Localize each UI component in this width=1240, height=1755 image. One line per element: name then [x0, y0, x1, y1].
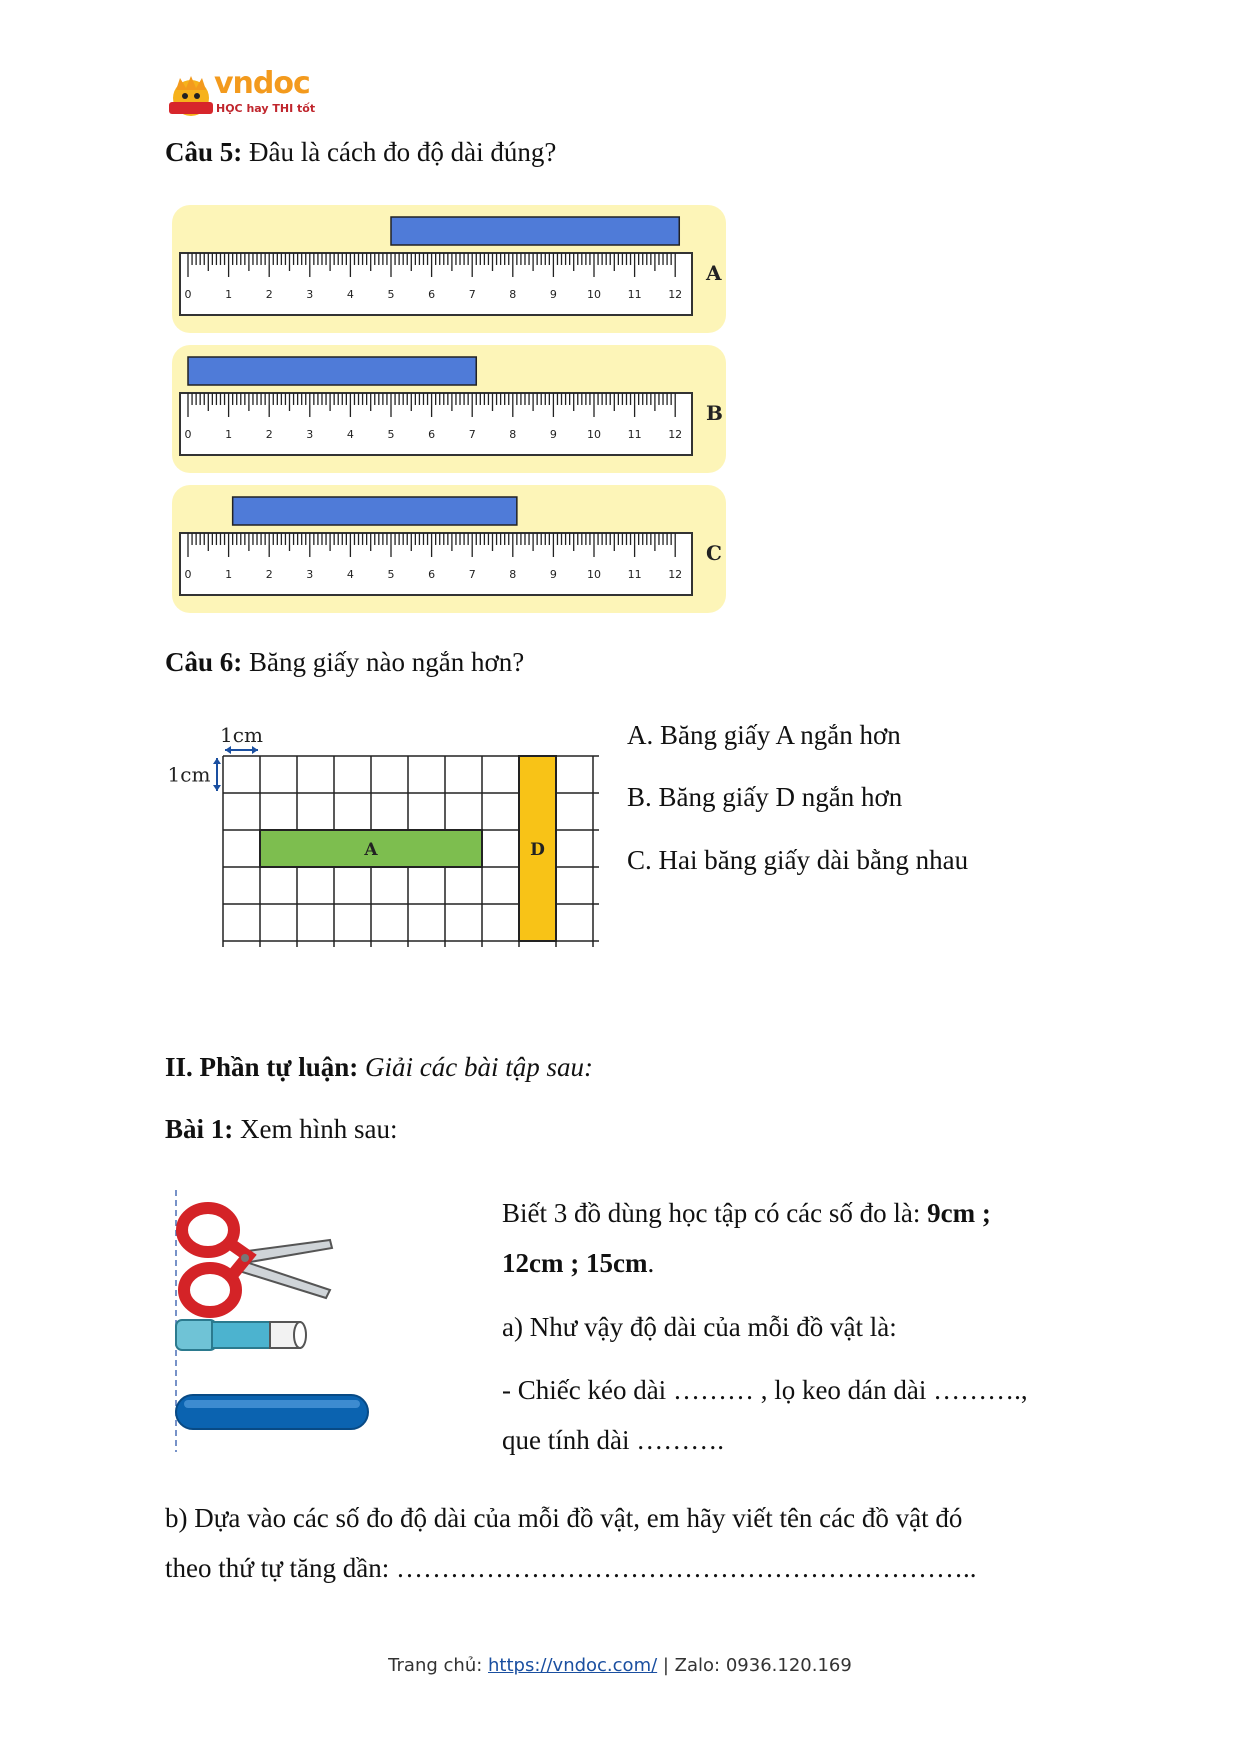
bai1-a-line1: - Chiếc kéo dài ……… , lọ keo dán dài ……….,: [502, 1375, 1028, 1405]
ruler-option-b: [172, 345, 726, 473]
q5-rulers-figure: [170, 205, 730, 615]
ruler-number: 6: [428, 568, 436, 581]
ruler-number: 1: [225, 288, 233, 301]
logo-emblem-icon: [166, 72, 216, 122]
ruler-number: 12: [668, 568, 683, 581]
bai1-a-text: a) Như vậy độ dài của mỗi đồ vật là:: [502, 1312, 897, 1342]
ruler-number: 5: [387, 568, 395, 581]
ruler-number: 5: [387, 428, 395, 441]
ruler-number: 12: [668, 288, 683, 301]
ruler-number: 10: [587, 428, 601, 441]
ruler-number: 7: [468, 568, 476, 581]
ruler-number: 11: [627, 568, 642, 581]
bai1-text: Xem hình sau:: [240, 1114, 398, 1144]
option-letter: A: [706, 261, 722, 285]
ruler-number: 3: [306, 568, 314, 581]
ruler-number: 3: [306, 428, 314, 441]
measured-bar: [188, 357, 476, 385]
ruler-number: 12: [668, 428, 683, 441]
bai1-b-line2: theo thứ tự tăng dần: ………………………………………………………..: [165, 1553, 977, 1583]
footer-prefix: Trang chủ:: [388, 1655, 489, 1676]
ruler-number: 8: [509, 428, 517, 441]
ruler-number: 4: [346, 428, 354, 441]
ruler-number: 5: [387, 288, 395, 301]
unit-vertical-label: 1cm: [167, 762, 211, 787]
footer-link[interactable]: https://vndoc.com/: [488, 1655, 658, 1676]
part2-heading: [165, 1050, 593, 1084]
unit-horizontal-label: 1cm: [220, 723, 263, 747]
option-letter: B: [706, 401, 723, 425]
bai1-a-line2: que tính dài ……….: [502, 1425, 724, 1455]
strip-a-label: A: [364, 840, 378, 860]
bai1-info-bold-1: 9cm ;: [927, 1198, 991, 1228]
bai1-label: Bài 1:: [165, 1114, 234, 1144]
q6-answer-a: A. Băng giấy A ngắn hơn: [627, 720, 901, 750]
logo-tagline: HỌC hay THI tốt: [216, 102, 316, 115]
school-tools-illustration: [170, 1190, 390, 1460]
bai1-heading: [165, 1112, 398, 1146]
ruler-option-c: [172, 485, 726, 613]
logo-brand: vndoc: [214, 66, 310, 101]
part2-subtitle: Giải các bài tập sau:: [365, 1052, 593, 1082]
ruler-number: 8: [509, 568, 517, 581]
ruler-number: 0: [184, 568, 192, 581]
glue-stick-icon: [176, 1320, 306, 1350]
ruler-number: 1: [225, 428, 233, 441]
ruler-number: 1: [225, 568, 233, 581]
q6-heading: [165, 645, 524, 679]
ruler-number: 4: [346, 288, 354, 301]
q5-text: Đâu là cách đo độ dài đúng?: [249, 137, 557, 167]
measured-bar: [233, 497, 517, 525]
q6-label: Câu 6:: [165, 647, 243, 677]
option-letter: C: [706, 541, 722, 565]
ruler-option-a: [172, 205, 726, 333]
q5-label: Câu 5:: [165, 137, 243, 167]
scissors-icon: [182, 1208, 332, 1312]
ruler-number: 0: [184, 288, 192, 301]
bai1-info-prefix: Biết 3 đồ dùng học tập có các số đo là:: [502, 1198, 928, 1228]
ruler-number: 10: [587, 568, 601, 581]
ruler-number: 9: [549, 288, 557, 301]
strip-d-label: D: [530, 840, 545, 860]
bai1-info-end: .: [647, 1248, 655, 1278]
q5-heading: [165, 135, 556, 169]
q6-grid-figure: [165, 720, 615, 960]
counting-stick-icon: [176, 1395, 368, 1429]
ruler-number: 2: [265, 428, 273, 441]
vndoc-logo: [166, 66, 316, 126]
part2-label: II. Phần tự luận:: [165, 1052, 359, 1082]
bai1-info: [502, 1188, 1062, 1288]
ruler-number: 2: [265, 288, 273, 301]
page-footer: [0, 1655, 1240, 1676]
ruler-number: 9: [549, 568, 557, 581]
footer-suffix: | Zalo: 0936.120.169: [657, 1655, 852, 1676]
ruler-number: 7: [468, 428, 476, 441]
bai1-b-line1: b) Dựa vào các số đo độ dài của mỗi đồ vật, em hãy viết tên các đồ vật đó: [165, 1503, 963, 1533]
q6-answer-c: C. Hai băng giấy dài bằng nhau: [627, 845, 969, 875]
ruler-number: 2: [265, 568, 273, 581]
bai1-info-bold-2: 12cm ; 15cm: [502, 1248, 648, 1278]
ruler-number: 11: [627, 288, 642, 301]
q6-answer-b: B. Băng giấy D ngắn hơn: [627, 782, 903, 812]
ruler-number: 0: [184, 428, 192, 441]
ruler-number: 10: [587, 288, 601, 301]
ruler-number: 3: [306, 288, 314, 301]
ruler-number: 4: [346, 568, 354, 581]
ruler-number: 8: [509, 288, 517, 301]
ruler-number: 6: [428, 288, 436, 301]
ruler-number: 7: [468, 288, 476, 301]
ruler-number: 9: [549, 428, 557, 441]
q6-text: Băng giấy nào ngắn hơn?: [249, 647, 525, 677]
measured-bar: [391, 217, 679, 245]
ruler-number: 6: [428, 428, 436, 441]
ruler-number: 11: [627, 428, 642, 441]
